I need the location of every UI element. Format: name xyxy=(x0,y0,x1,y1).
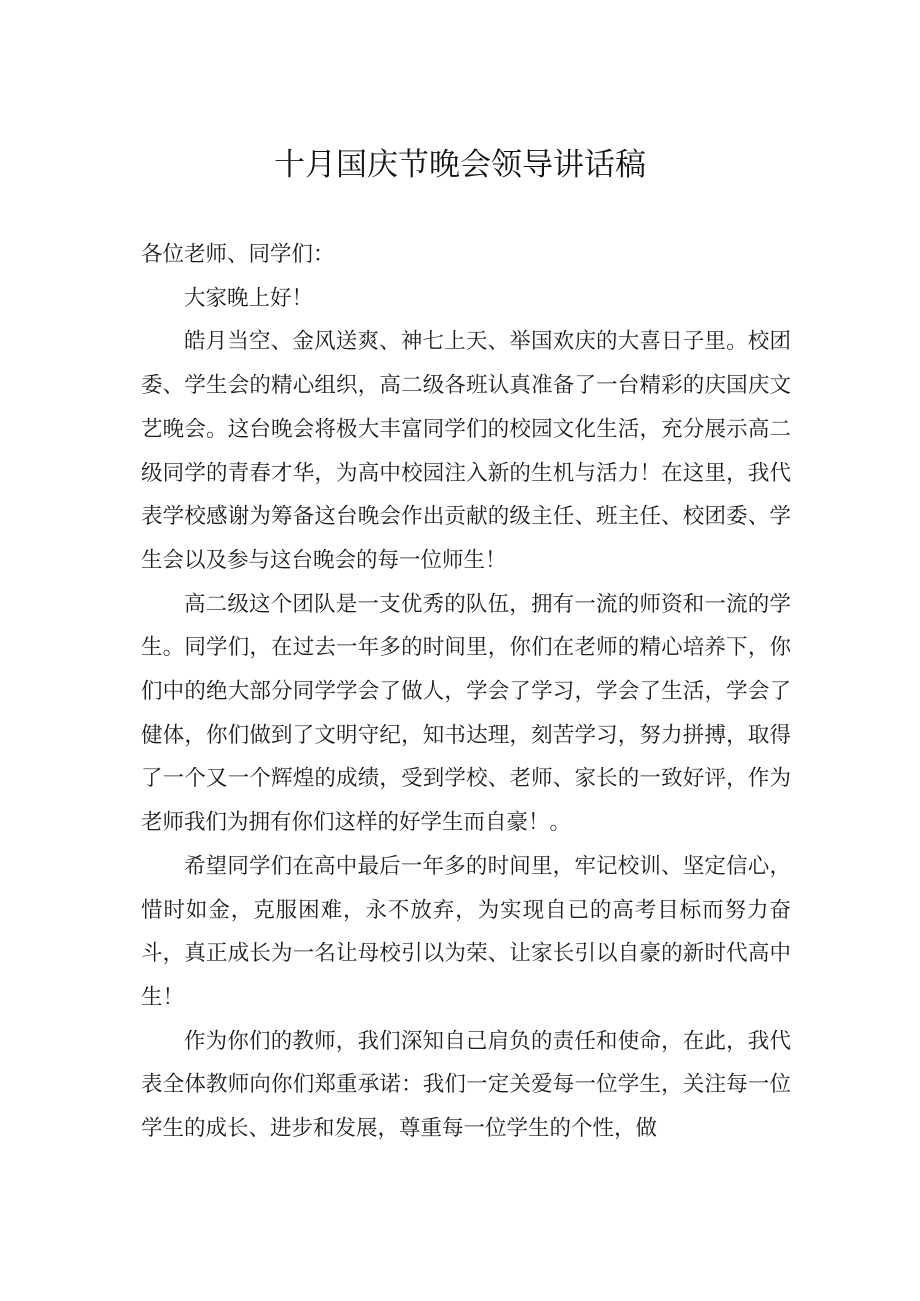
paragraph-opening: 皓月当空、金风送爽、神七上天、举国欢庆的大喜日子里。校团委、学生会的精心组织，高二级各班认真准备了一台精彩的庆国庆文艺晚会。这台晚会将极大丰富同学们的校园文化生活，充分展示高二级同学的青春才华，为高中校园注入新的生机与活力！在这里，我代表学校感谢为筹备这台晚会作出贡献的级主任、班主任、校团委、学生会以及参与这台晚会的每一位师生！ xyxy=(141,329,791,573)
salutation: 各位老师、同学们： xyxy=(141,242,335,267)
paragraph-promise: 作为你们的教师，我们深知自己肩负的责任和使命，在此，我代表全体教师向你们郑重承诺：我们一定关爱每一位学生，关注每一位学生的成长、进步和发展，尊重每一位学生的个性，做 xyxy=(141,1028,791,1142)
document-body xyxy=(141,233,791,1151)
paragraph-team: 高二级这个团队是一支优秀的队伍，拥有一流的师资和一流的学生。同学们，在过去一年多的时间里，你们在老师的精心培养下，你们中的绝大部分同学学会了做人，学会了学习，学会了生活，学会了健体，你们做到了文明守纪，知书达理，刻苦学习，努力拼搏，取得了一个又一个辉煌的成绩，受到学校、老师、家长的一致好评，作为老师我们为拥有你们这样的好学生而自豪！。 xyxy=(141,591,791,836)
paragraph-greeting: 大家晚上好！ xyxy=(184,285,314,311)
document-title: 十月国庆节晚会领导讲话稿 xyxy=(274,147,646,183)
paragraph-hope: 希望同学们在高中最后一年多的时间里，牢记校训、坚定信心，惜时如金，克服困难，永不放弃，为实现自已的高考目标而努力奋斗，真正成长为一名让母校引以为荣、让家长引以自豪的新时代高中生！ xyxy=(141,853,791,1010)
